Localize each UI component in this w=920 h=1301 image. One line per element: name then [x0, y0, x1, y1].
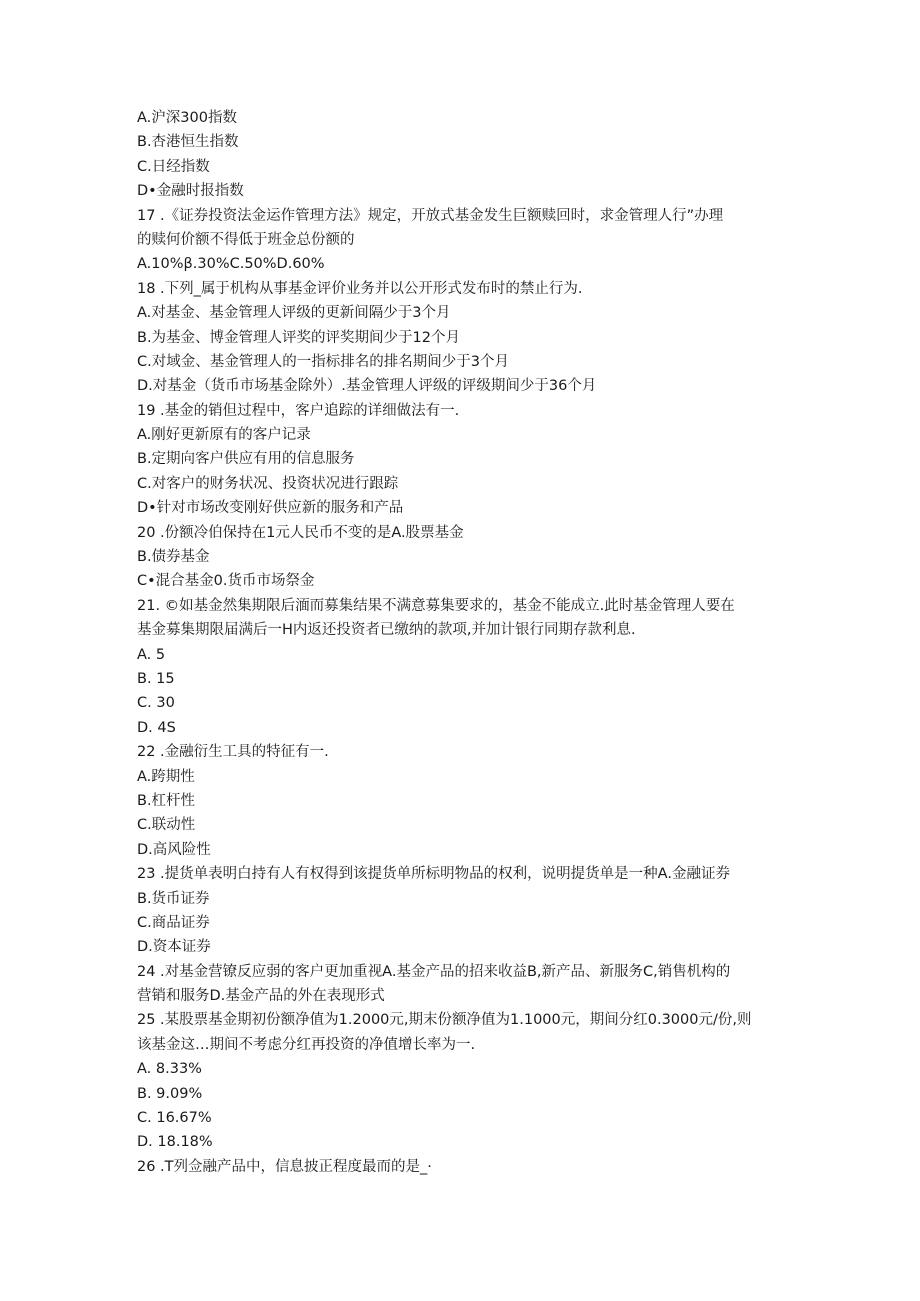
text-line: C. 16.67%: [137, 1110, 212, 1127]
text-line: 26 .T列佥融产品中，信息披正程度最而的是_·: [137, 1158, 432, 1175]
text-line: 该基金这…期间不考虑分红再投资的净值增长率为一.: [137, 1036, 476, 1053]
text-line: B. 15: [137, 670, 175, 687]
text-line: D.对基金（货币市场基金除外）.基金管理人评级的评级期间少于36个月: [137, 378, 597, 395]
text-line: A.对基金、基金管理人评级的更新间隔少于3个月: [137, 305, 451, 322]
text-line: C.联动性: [137, 817, 196, 834]
text-line: 21. ©如基金然集期限后湎而募集结果不满意募集要求的，基金不能成立.此时基金管理人要在: [137, 597, 735, 614]
text-line: A.跨期性: [137, 768, 195, 785]
text-line: 25 .某股票基金期初份额净值为1.2000元,期末份额净值为1.1000元，期间分红0.3000元/份,则: [137, 1012, 752, 1029]
text-line: B.为基金、博金管理人评奖的评奖期间少于12个月: [137, 329, 461, 346]
text-line: 22 .金融衍生工具的特征有一.: [137, 744, 329, 761]
text-line: A. 5: [137, 646, 166, 663]
text-line: 营销和服务D.基金产品的外在表现形式: [137, 988, 385, 1005]
text-line: D. 18.18%: [137, 1134, 213, 1151]
text-line: 23 .提货单表明白持有人有权得到该提货单所标明物品的权利，说明提货单是一种A.金融证券: [137, 866, 730, 883]
text-line: D.高风险性: [137, 841, 211, 858]
text-line: D•针对市场改变刚好供应新的服务和产品: [137, 500, 404, 517]
text-line: D•金融时报指数: [137, 183, 244, 200]
text-line: C•混合基金0.货币市场祭金: [137, 573, 315, 590]
text-line: B.杏港恒生指数: [137, 134, 239, 151]
text-line: C.日经指数: [137, 158, 210, 175]
text-line: C.对域金、基金管理人的一指标排名的排名期间少于3个月: [137, 353, 509, 370]
text-line: B.货币证券: [137, 890, 210, 907]
text-line: D. 4S: [137, 719, 176, 736]
text-line: A.10%β.30%C.50%D.60%: [137, 256, 325, 273]
text-line: 的赎何价额不得低于班金总份额的: [137, 231, 355, 248]
text-line: B.杠杆性: [137, 792, 196, 809]
text-line: B. 9.09%: [137, 1085, 203, 1102]
text-line: A.沪深300指数: [137, 110, 237, 126]
text-line: 17 .《证券投资法金运作管理方法》规定，开放式基金发生巨额赎回时，求金管理人行”办理: [137, 207, 724, 224]
text-line: 19 .基金的销但过程中，客户追踪的详细做法有一.: [137, 402, 460, 419]
text-line: 20 .份额冷伯保持在1元人民币不变的是A.股票基金: [137, 524, 464, 541]
document-page: [137, 106, 787, 1179]
text-line: B.债券基金: [137, 549, 210, 566]
text-line: A.刚好更新原有的客户记录: [137, 427, 311, 444]
text-line: C.商品证券: [137, 914, 210, 931]
text-line: 基金募集期限届满后一H内返还投资者已缴纳的款项,并加计银行同期存款利息.: [137, 622, 636, 639]
text-line: 18 .下列_属于机构从事基金评价业务并以公开形式发布时的禁止行为.: [137, 280, 583, 297]
text-line: C. 30: [137, 695, 175, 712]
text-line: D.资本证券: [137, 939, 211, 956]
text-line: C.对客户的财务状况、投资状况进行跟踪: [137, 475, 399, 492]
text-line: 24 .对基金营镣反应弱的客户更加重视A.基金产品的招来收益B,新产品、新服务C,销售机构的: [137, 963, 731, 980]
text-line: B.定期向客户供应有用的信息服务: [137, 451, 355, 468]
text-line: A. 8.33%: [137, 1061, 202, 1078]
